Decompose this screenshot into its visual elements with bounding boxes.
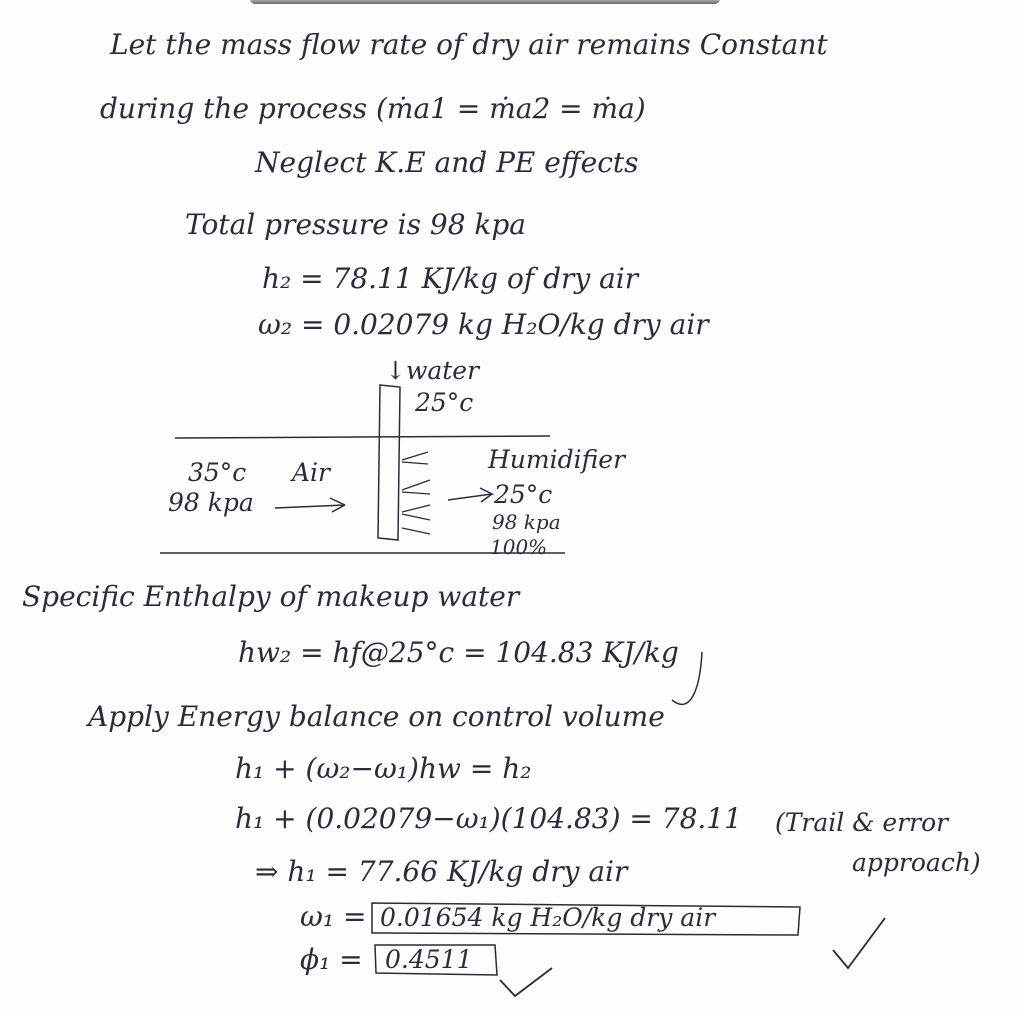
water-label: ↓water (385, 356, 480, 385)
humidifier-label: Humidifier (488, 445, 626, 474)
spray-lines (402, 452, 430, 534)
line-balance-equation: h₁ + (ω₂−ω₁)hw = h₂ (235, 752, 532, 785)
outlet-pressure: 98 kpa (492, 510, 561, 534)
line-process-mass: during the process (ṁa1 = ṁa2 = ṁa) (100, 92, 646, 125)
water-temp: 25°c (415, 388, 474, 417)
phi1-answer: 0.4511 (385, 945, 473, 974)
line-energy-balance: Apply Energy balance on control volume (88, 700, 665, 733)
note-approach: approach) (852, 848, 981, 877)
air-label: Air (292, 458, 331, 487)
duct-top-wall (175, 436, 550, 438)
inlet-arrow (275, 498, 345, 512)
inlet-temp: 35°c (188, 458, 247, 487)
spray-pipe (378, 385, 400, 540)
line-omega2: ω₂ = 0.02079 kg H₂O/kg dry air (258, 308, 709, 341)
check-mark-omega (833, 918, 885, 968)
omega1-answer: 0.01654 kg H₂O/kg dry air (380, 903, 716, 932)
line-h1-result: ⇒ h₁ = 77.66 KJ/kg dry air (255, 855, 628, 888)
check-mark-phi (500, 968, 552, 996)
outlet-arrow (448, 488, 492, 502)
outlet-rh: 100% (490, 535, 548, 559)
line-constant-flow: Let the mass flow rate of dry air remains Constant (110, 28, 828, 61)
line-neglect-effects: Neglect K.E and PE effects (255, 146, 639, 179)
line-h2: h₂ = 78.11 KJ/kg of dry air (262, 262, 639, 295)
phi1-label: ϕ₁ = (300, 943, 363, 976)
omega1-label: ω₁ = (300, 900, 367, 933)
outlet-temp: 25°c (494, 480, 553, 509)
line-total-pressure: Total pressure is 98 kpa (185, 208, 527, 241)
line-substituted-equation: h₁ + (0.02079−ω₁)(104.83) = 78.11 (235, 802, 742, 835)
note-trial-error: (Trail & error (775, 808, 949, 837)
line-makeup-water: Specific Enthalpy of makeup water (22, 580, 520, 613)
inlet-pressure: 98 kpa (168, 488, 254, 517)
line-hw2: hw₂ = hf@25°c = 104.83 KJ/kg (238, 636, 679, 669)
